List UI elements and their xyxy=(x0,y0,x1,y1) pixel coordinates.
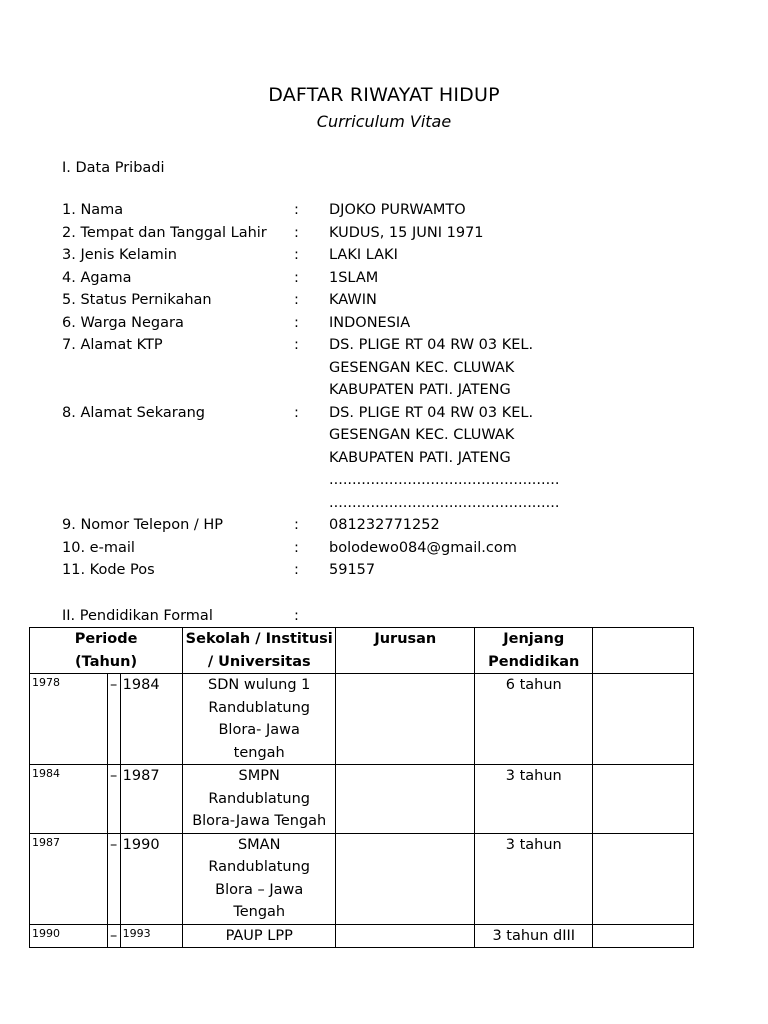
education-end-year: 1984 xyxy=(120,674,182,765)
education-start-year: 1984 xyxy=(30,765,108,834)
personal-value: 1SLAM xyxy=(329,269,379,286)
personal-label: 3. Jenis Kelamin xyxy=(62,247,177,263)
section-heading-education xyxy=(62,608,299,624)
education-jenjang: 3 tahun xyxy=(475,765,593,834)
education-school xyxy=(183,674,336,765)
education-dash: – xyxy=(107,674,120,765)
education-row xyxy=(30,833,694,924)
education-start-year: 1990 xyxy=(30,924,108,948)
personal-label: 2. Tempat dan Tanggal Lahir xyxy=(62,224,267,241)
personal-colon: : xyxy=(294,202,299,218)
education-extra xyxy=(593,924,694,948)
education-dash: – xyxy=(107,765,120,834)
personal-value: DS. PLIGE RT 04 RW 03 KEL. xyxy=(329,404,534,421)
education-start-year: 1978 xyxy=(30,674,108,765)
education-school-line: tengah xyxy=(233,744,285,761)
header-jenjang xyxy=(475,628,593,674)
personal-value: .................................................. xyxy=(329,494,560,511)
header-jenjang-line1: Jenjang xyxy=(503,631,565,647)
education-jenjang: 3 tahun xyxy=(475,833,593,924)
section-heading-education-colon: : xyxy=(294,608,299,624)
education-end-year: 1987 xyxy=(120,765,182,834)
education-school-line: SMAN xyxy=(237,836,281,853)
header-periode-line1: Periode xyxy=(74,631,138,647)
education-school-line: SDN wulung 1 xyxy=(208,677,311,693)
education-table xyxy=(29,627,694,948)
education-school-line: PAUP LPP xyxy=(225,927,293,944)
personal-colon: : xyxy=(294,539,299,556)
education-start-year: 1987 xyxy=(30,833,108,924)
personal-label: 1. Nama xyxy=(62,202,124,218)
document-title: DAFTAR RIWAYAT HIDUP xyxy=(268,84,500,106)
personal-value: 59157 xyxy=(329,562,376,578)
education-school-line: SMPN xyxy=(238,768,280,784)
personal-row xyxy=(0,404,768,511)
education-jurusan xyxy=(336,674,475,765)
personal-colon: : xyxy=(294,224,299,241)
personal-value: DS. PLIGE RT 04 RW 03 KEL. xyxy=(329,337,534,353)
education-end-year: 1993 xyxy=(120,924,182,948)
education-extra xyxy=(593,765,694,834)
personal-row xyxy=(0,540,768,563)
personal-colon: : xyxy=(294,269,299,286)
personal-value: LAKI LAKI xyxy=(329,247,398,263)
personal-row xyxy=(0,270,768,293)
header-periode xyxy=(30,628,183,674)
education-school-line: Randublatung xyxy=(208,859,311,875)
personal-label: 7. Alamat KTP xyxy=(62,337,163,353)
education-dash: – xyxy=(107,924,120,948)
header-periode-line2: (Tahun) xyxy=(75,653,138,670)
education-extra xyxy=(593,674,694,765)
personal-row xyxy=(0,315,768,338)
personal-value: KUDUS, 15 JUNI 1971 xyxy=(329,224,484,241)
personal-value: GESENGAN KEC. CLUWAK xyxy=(329,359,515,376)
education-table-header xyxy=(30,628,694,674)
education-school-line: Randublatung xyxy=(208,699,311,716)
section-heading-education-label: II. Pendidikan Formal xyxy=(62,608,213,624)
education-school xyxy=(183,765,336,834)
education-school-line: Tengah xyxy=(233,904,286,920)
personal-row xyxy=(0,337,768,398)
personal-value: KABUPATEN PATI. JATENG xyxy=(329,382,511,398)
personal-colon: : xyxy=(294,337,299,353)
personal-label: 5. Status Pernikahan xyxy=(62,292,212,308)
personal-label: 6. Warga Negara xyxy=(62,314,184,331)
personal-colon: : xyxy=(294,247,299,263)
personal-label: 4. Agama xyxy=(62,269,132,286)
personal-colon: : xyxy=(294,404,299,421)
education-jurusan xyxy=(336,765,475,834)
personal-colon: : xyxy=(294,292,299,308)
education-jurusan xyxy=(336,924,475,948)
education-school-line: Blora- Jawa xyxy=(218,722,300,738)
header-sekolah xyxy=(183,628,336,674)
personal-value: KABUPATEN PATI. JATENG xyxy=(329,449,511,466)
document-subtitle: Curriculum Vitae xyxy=(316,112,452,131)
education-school-line: Blora-Jawa Tengah xyxy=(192,813,327,829)
personal-row xyxy=(0,202,768,225)
education-dash: – xyxy=(107,833,120,924)
personal-row xyxy=(0,247,768,270)
education-school-line: Blora – Jawa xyxy=(215,881,304,898)
education-jenjang: 6 tahun xyxy=(475,674,593,765)
personal-value: .................................................. xyxy=(329,472,560,488)
education-jenjang: 3 tahun dIII xyxy=(475,924,593,948)
personal-label: 10. e-mail xyxy=(62,539,135,556)
education-row xyxy=(30,674,694,765)
personal-value: GESENGAN KEC. CLUWAK xyxy=(329,427,515,443)
personal-value: 081232771252 xyxy=(329,517,440,533)
personal-row xyxy=(0,562,768,585)
personal-value: INDONESIA xyxy=(329,314,411,331)
education-row xyxy=(30,924,694,948)
education-extra xyxy=(593,833,694,924)
education-jurusan xyxy=(336,833,475,924)
education-row xyxy=(30,765,694,834)
header-empty xyxy=(593,628,694,674)
personal-value: DJOKO PURWAMTO xyxy=(329,202,466,218)
personal-label: 8. Alamat Sekarang xyxy=(62,404,205,421)
personal-value: bolodewo084@gmail.com xyxy=(329,539,517,556)
education-school-line: Randublatung xyxy=(208,790,311,807)
personal-colon: : xyxy=(294,562,299,578)
personal-row xyxy=(0,517,768,540)
header-jenjang-line2: Pendidikan xyxy=(488,653,580,670)
personal-label: 11. Kode Pos xyxy=(62,562,155,578)
header-jurusan: Jurusan xyxy=(336,628,475,674)
personal-row xyxy=(0,225,768,248)
personal-value: KAWIN xyxy=(329,292,377,308)
education-end-year: 1990 xyxy=(120,833,182,924)
personal-colon: : xyxy=(294,517,299,533)
personal-row xyxy=(0,292,768,315)
section-heading-personal: I. Data Pribadi xyxy=(62,160,165,176)
education-school xyxy=(183,924,336,948)
header-sekolah-line1: Sekolah / Institusi xyxy=(185,631,333,647)
education-school xyxy=(183,833,336,924)
header-sekolah-line2: / Universitas xyxy=(207,653,311,670)
personal-label: 9. Nomor Telepon / HP xyxy=(62,517,224,533)
personal-colon: : xyxy=(294,314,299,331)
